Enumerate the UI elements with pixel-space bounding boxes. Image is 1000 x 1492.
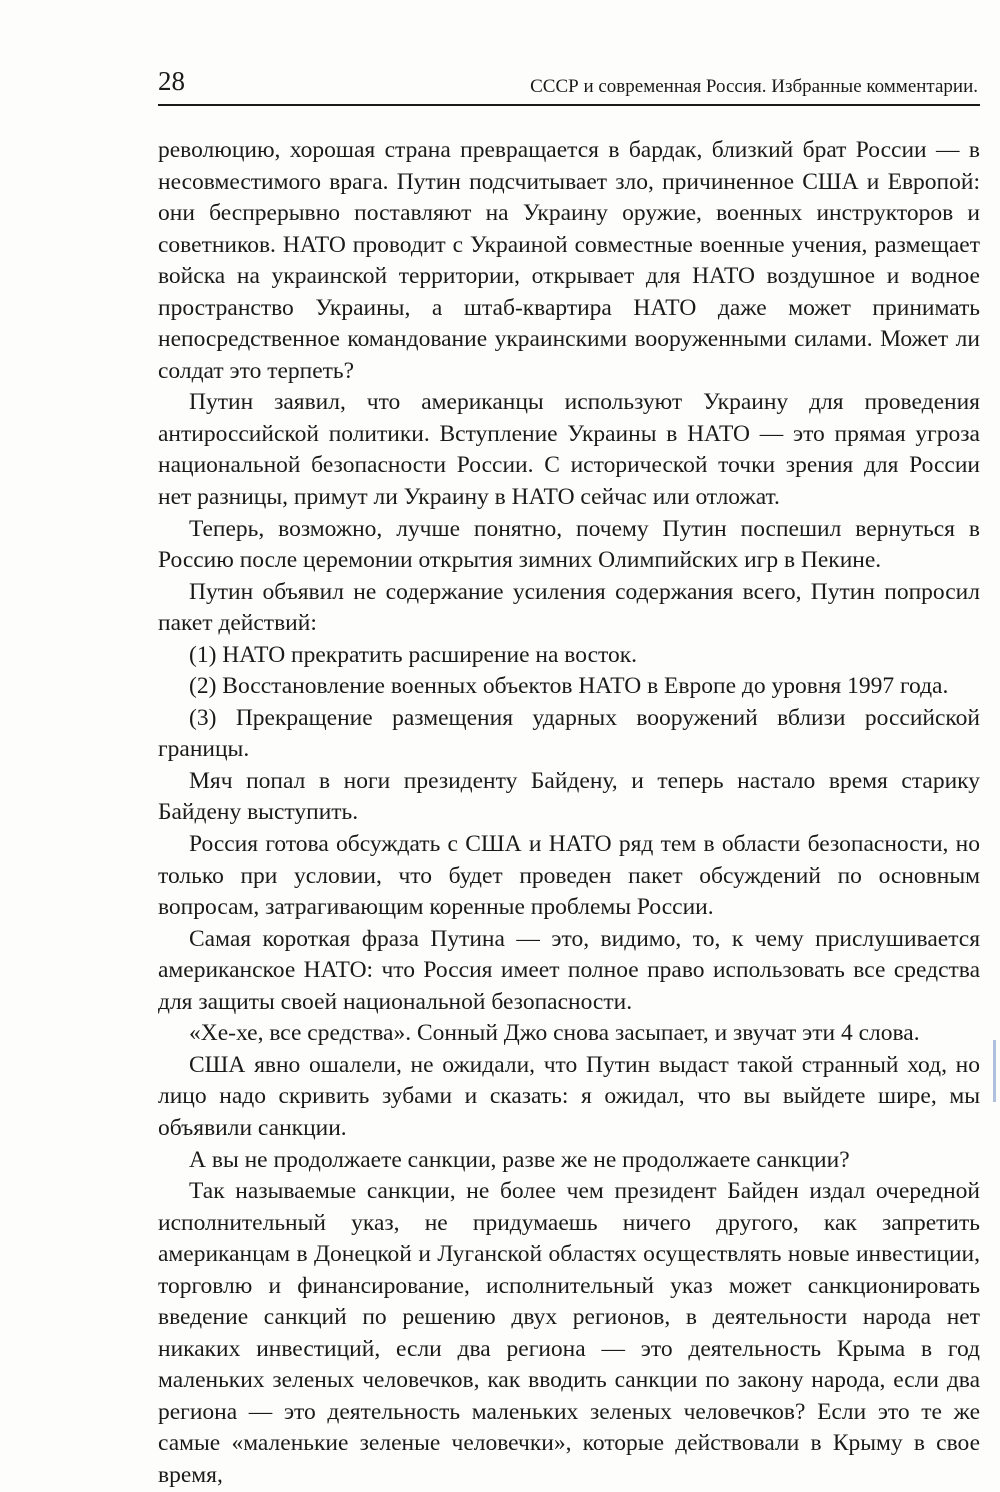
paragraph: революцию, хорошая страна превращается в бардак, близкий брат России — в несовместимого врага. Путин подсчитывает зло, причиненное США и Европой: они беспрерывно поставляют на Украину оружие, военных инструкторов и советников. НАТО проводит с Украиной совместные военные учения, размещает войска на украинской территории, открывает для НАТО воздушное и водное пространство Украины, а штаб-квартира НАТО даже может принимать непосредственное командование украинскими вооруженными силами. Может ли солдат это терпеть? (158, 137, 980, 384)
paragraph: Путин объявил не содержание усиления содержания всего, Путин попросил пакет действий: (158, 578, 980, 637)
running-title: СССР и современная Россия. Избранные комментарии. (530, 76, 978, 97)
page-number: 28 (158, 66, 185, 96)
list-item: (1) НАТО прекратить расширение на восток. (189, 641, 638, 668)
running-header (158, 62, 980, 106)
paragraph: А вы не продолжаете санкции, разве же не продолжаете санкции? (189, 1146, 850, 1173)
paragraph: Путин заявил, что американцы используют Украину для проведения антироссийской политики. Вступление Украины в НАТО — это прямая угроза национальной безопасности России. С исторической точки зрения для России нет разницы, примут ли Украину в НАТО сейчас или отложат. (158, 389, 980, 511)
paragraph: Россия готова обсуждать с США и НАТО ряд тем в области безопасности, но только при условии, что будет проведен пакет обсуждений по основным вопросам, затрагивающим коренные проблемы России. (158, 831, 980, 921)
paragraph: «Хе-хе, все средства». Сонный Джо снова засыпает, и звучат эти 4 слова. (189, 1020, 920, 1047)
paragraph: Теперь, возможно, лучше понятно, почему Путин поспешил вернуться в Россию после церемонии открытия зимних Олимпийских игр в Пекине. (158, 515, 980, 574)
paragraph: Так называемые санкции, не более чем президент Байден издал очередной исполнительный указ, не придумаешь ничего другого, как запретить американцам в Донецкой и Луганской областях осуществлять новые инвестиции, торговлю и финансирование, исполнительный указ может санкционировать введение санкций по решению двух регионов, в деятельности народа нет никаких инвестиций, если два региона — это деятельность Крыма в год маленьких зеленых человечков, как вводить санкции по закону народа, если два региона — это деятельность маленьких зеленых человечков? Если это те же самые «маленькие зеленые человечки», которые действовали в Крыму в свое время, (158, 1178, 980, 1488)
scan-edge-mark (993, 1040, 996, 1102)
list-item: (3) Прекращение размещения ударных вооружений вблизи российской границы. (158, 704, 980, 763)
list-item: (2) Восстановление военных объектов НАТО в Европе до уровня 1997 года. (189, 673, 949, 700)
paragraph: Самая короткая фраза Путина — это, видимо, то, к чему прислушивается американское НАТО: что Россия имеет полное право использовать все средства для защиты своей национальной безопасности. (158, 925, 980, 1015)
body-text (158, 135, 980, 1492)
paragraph: США явно ошалели, не ожидали, что Путин выдаст такой странный ход, но лицо надо скривить зубами и сказать: я ожидал, что вы выйдете шире, мы объявили санкции. (158, 1051, 980, 1141)
paragraph: Мяч попал в ноги президенту Байдену, и теперь настало время старику Байдену выступить. (158, 767, 980, 826)
